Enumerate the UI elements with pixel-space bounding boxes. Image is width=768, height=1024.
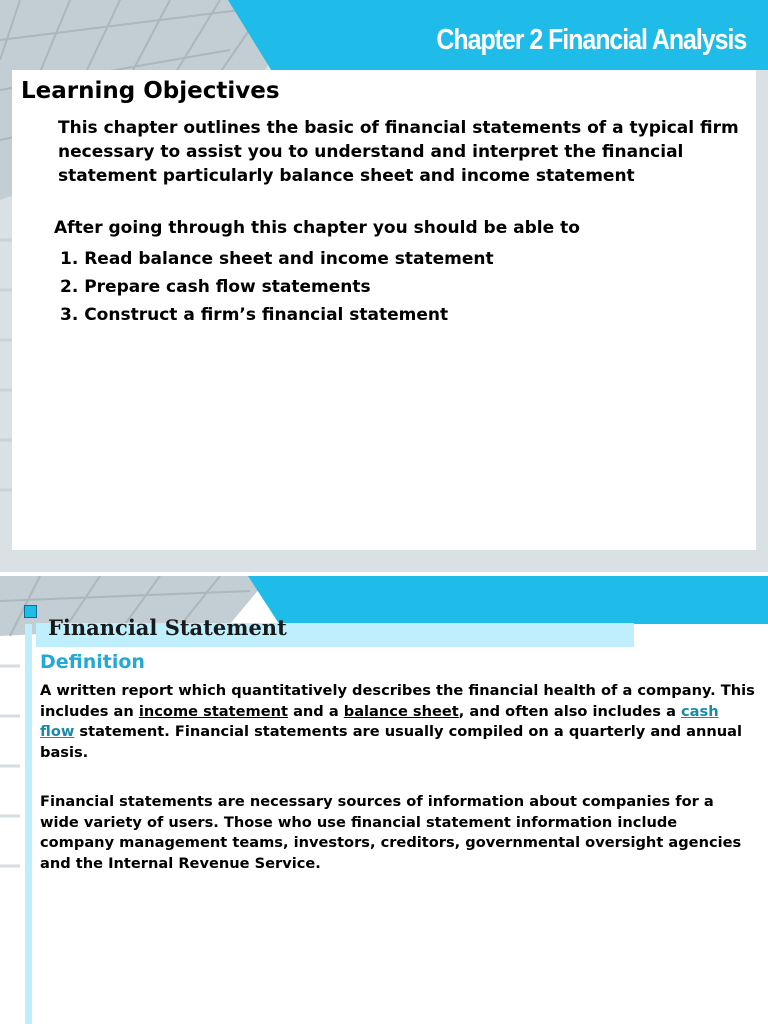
learning-objectives-heading: Learning Objectives xyxy=(21,78,280,104)
balance-sheet-link[interactable]: balance sheet xyxy=(343,702,459,720)
text-span: A written report which quantitatively describes the financial health of a company. This includes an xyxy=(40,682,755,720)
slide-title: Chapter 2 Financial Analysis xyxy=(436,24,746,56)
objectives-list xyxy=(60,247,494,331)
content-panel xyxy=(12,70,756,550)
cash-flow-link[interactable]: cash flow xyxy=(40,702,719,740)
objective-item: 1. Read balance sheet and income statement xyxy=(60,249,494,269)
intro-paragraph: This chapter outlines the basic of financial statements of a typical firm necessary to assist you to understand and interpret the financial statement particularly balance sheet and income statement xyxy=(58,118,739,186)
definition-label: Definition xyxy=(40,651,145,673)
definition-paragraph xyxy=(40,681,756,763)
text-span: statement. Financial statements are usually compiled on a quarterly and annual basis. xyxy=(40,723,742,761)
objective-item: 2. Prepare cash flow statements xyxy=(60,277,371,297)
title-band xyxy=(248,576,768,624)
slide-2 xyxy=(0,576,768,1024)
after-text: After going through this chapter you should be able to xyxy=(54,218,580,238)
users-paragraph: Financial statements are necessary sources of information about companies for a wide variety of users. Those who use financial statement information include company management teams, investors, creditors, governmental oversight agencies and the Internal Revenue Service. xyxy=(40,793,742,872)
income-statement-link[interactable]: income statement xyxy=(138,702,288,720)
square-bullet-icon xyxy=(24,605,37,618)
financial-statement-title: Financial Statement xyxy=(48,615,287,640)
left-accent-strip xyxy=(25,624,32,1024)
text-span: , and often also includes a xyxy=(458,702,682,720)
objective-item: 3. Construct a firm’s financial statement xyxy=(60,305,449,325)
text-span: and a xyxy=(287,702,344,720)
